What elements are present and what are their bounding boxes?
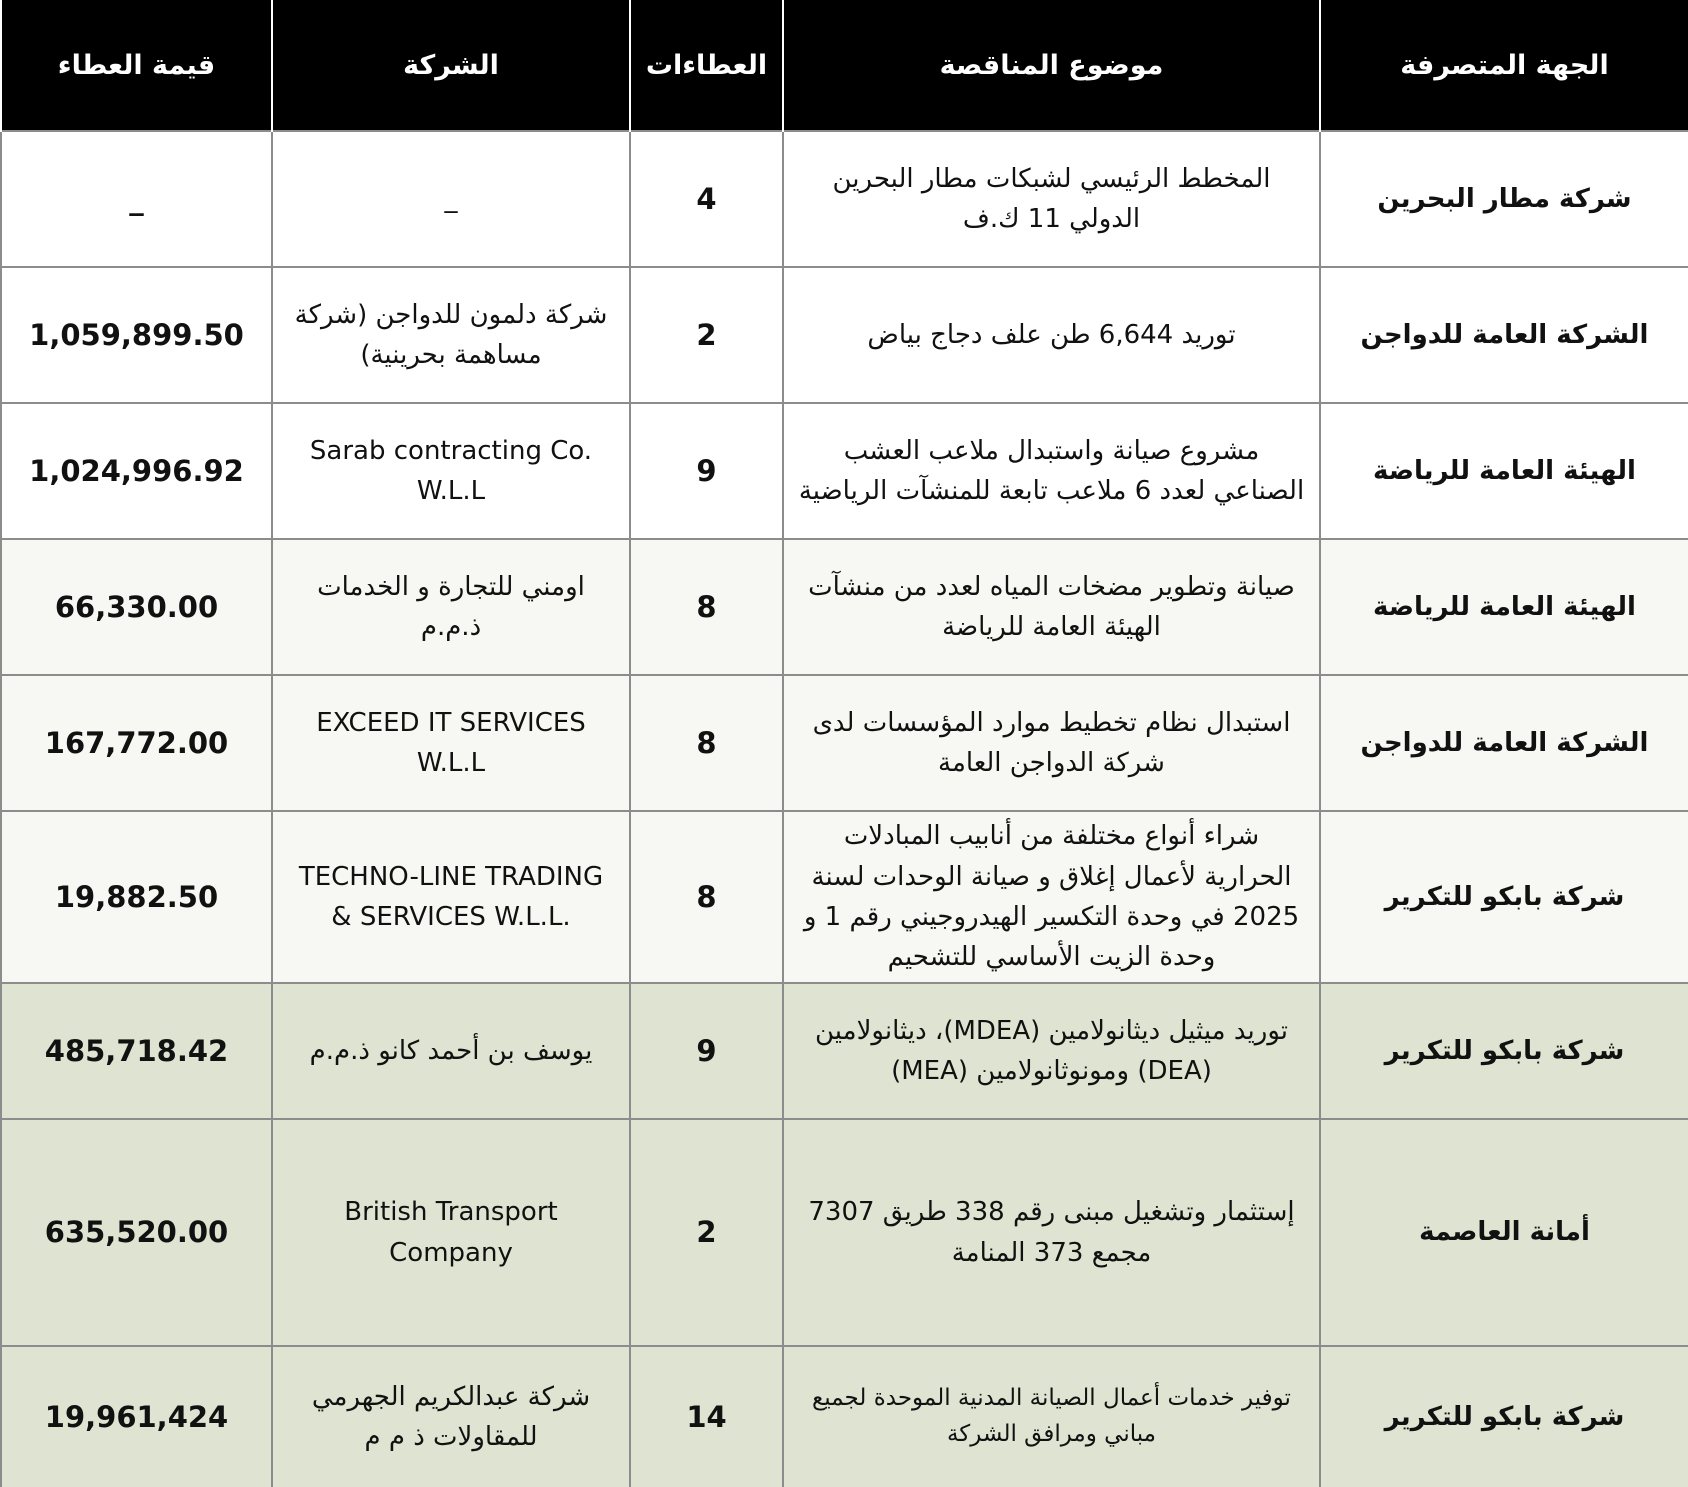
cell-value: 635,520.00: [1, 1119, 272, 1346]
cell-bids: 8: [630, 675, 783, 811]
cell-subject: توريد ميثيل ديثانولامين (MDEA)، ديثانولامين (DEA) ومونوثانولامين (MEA): [783, 983, 1320, 1119]
cell-company: EXCEED IT SERVICES W.L.L: [272, 675, 630, 811]
table-row: [1, 539, 1688, 675]
cell-company: TECHNO-LINE TRADING & SERVICES W.L.L.: [272, 811, 630, 983]
cell-value: 167,772.00: [1, 675, 272, 811]
table-row: [1, 675, 1688, 811]
header-row: [1, 0, 1688, 131]
cell-subject: إستثمار وتشغيل مبنى رقم 338 طريق 7307 مجمع 373 المنامة: [783, 1119, 1320, 1346]
table-row: [1, 267, 1688, 403]
table-body: [1, 131, 1688, 1487]
cell-bids: 9: [630, 403, 783, 539]
cell-entity: أمانة العاصمة: [1320, 1119, 1688, 1346]
table-row: [1, 811, 1688, 983]
cell-company: اومني للتجارة و الخدمات ذ.م.م: [272, 539, 630, 675]
table-row: [1, 131, 1688, 267]
header-value: قيمة العطاء: [1, 0, 272, 131]
cell-entity: الهيئة العامة للرياضة: [1320, 403, 1688, 539]
cell-company: Sarab contracting Co. W.L.L: [272, 403, 630, 539]
cell-entity: الشركة العامة للدواجن: [1320, 675, 1688, 811]
cell-entity: الشركة العامة للدواجن: [1320, 267, 1688, 403]
table-row: [1, 403, 1688, 539]
cell-company: شركة دلمون للدواجن (شركة مساهمة بحرينية): [272, 267, 630, 403]
header-company: الشركة: [272, 0, 630, 131]
cell-subject: المخطط الرئيسي لشبكات مطار البحرين الدولي 11 ك.ف: [783, 131, 1320, 267]
header-bids: العطاءات: [630, 0, 783, 131]
cell-bids: 2: [630, 267, 783, 403]
cell-subject: استبدال نظام تخطيط موارد المؤسسات لدى شركة الدواجن العامة: [783, 675, 1320, 811]
cell-value: 66,330.00: [1, 539, 272, 675]
cell-subject: صيانة وتطوير مضخات المياه لعدد من منشآت الهيئة العامة للرياضة: [783, 539, 1320, 675]
cell-entity: شركة بابكو للتكرير: [1320, 983, 1688, 1119]
cell-entity: شركة بابكو للتكرير: [1320, 811, 1688, 983]
table-row: [1, 1346, 1688, 1487]
cell-value: 1,059,899.50: [1, 267, 272, 403]
cell-bids: 8: [630, 811, 783, 983]
header-subject: موضوع المناقصة: [783, 0, 1320, 131]
cell-value: 485,718.42: [1, 983, 272, 1119]
cell-bids: 4: [630, 131, 783, 267]
header-entity: الجهة المتصرفة: [1320, 0, 1688, 131]
cell-bids: 14: [630, 1346, 783, 1487]
cell-entity: شركة بابكو للتكرير: [1320, 1346, 1688, 1487]
cell-company: British Transport Company: [272, 1119, 630, 1346]
table-row: [1, 983, 1688, 1119]
cell-bids: 2: [630, 1119, 783, 1346]
cell-subject: توفير خدمات أعمال الصيانة المدنية الموحدة لجميع مباني ومرافق الشركة: [783, 1346, 1320, 1487]
cell-value: _: [1, 131, 272, 267]
cell-bids: 9: [630, 983, 783, 1119]
cell-entity: الهيئة العامة للرياضة: [1320, 539, 1688, 675]
cell-company: يوسف بن أحمد كانو ذ.م.م: [272, 983, 630, 1119]
cell-company: شركة عبدالكريم الجهرمي للمقاولات ذ م م: [272, 1346, 630, 1487]
cell-subject: مشروع صيانة واستبدال ملاعب العشب الصناعي لعدد 6 ملاعب تابعة للمنشآت الرياضية: [783, 403, 1320, 539]
cell-value: 19,961,424: [1, 1346, 272, 1487]
table-header: [1, 0, 1688, 131]
cell-subject: توريد 6,644 طن علف دجاج بياض: [783, 267, 1320, 403]
cell-entity: شركة مطار البحرين: [1320, 131, 1688, 267]
table-row: [1, 1119, 1688, 1346]
cell-value: 1,024,996.92: [1, 403, 272, 539]
cell-value: 19,882.50: [1, 811, 272, 983]
cell-subject: شراء أنواع مختلفة من أنابيب المبادلات الحرارية لأعمال إغلاق و صيانة الوحدات لسنة 2025 في وحدة التكسير الهيدروجيني رقم 1 و وحدة الزيت الأساسي للتشحيم: [783, 811, 1320, 983]
cell-company: _: [272, 131, 630, 267]
cell-bids: 8: [630, 539, 783, 675]
